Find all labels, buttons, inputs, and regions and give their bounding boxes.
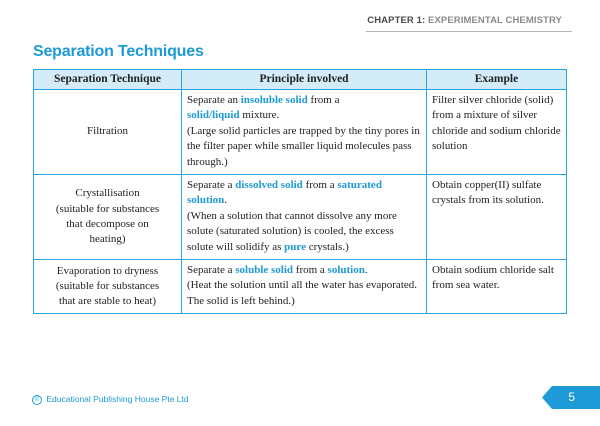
example-text: Obtain sodium chloride salt from sea water. bbox=[432, 264, 554, 292]
column-header-example: Example bbox=[427, 70, 567, 90]
principle-cell bbox=[182, 260, 427, 314]
table-row bbox=[34, 90, 567, 175]
keyword: insoluble solid bbox=[240, 94, 308, 106]
technique-name: Evaporation to dryness bbox=[56, 264, 159, 277]
principle-cell bbox=[182, 90, 427, 175]
chapter-title: EXPERIMENTAL CHEMISTRY bbox=[428, 15, 562, 26]
technique-cell bbox=[34, 90, 182, 175]
table-row bbox=[34, 260, 567, 314]
example-text: Filter silver chloride (solid) from a mixture of silver chloride and sodium chloride solution bbox=[432, 94, 561, 153]
technique-cell bbox=[34, 260, 182, 314]
technique-note: (suitable for substances bbox=[55, 202, 160, 215]
technique-note: (suitable for substances bbox=[55, 279, 160, 292]
keyword: dissolved solid bbox=[235, 179, 303, 192]
chapter-heading bbox=[367, 15, 562, 26]
keyword: pure bbox=[284, 240, 306, 253]
keyword: saturated solution bbox=[187, 179, 382, 207]
technique-note: that decompose on bbox=[66, 218, 149, 231]
copyright-icon: © bbox=[32, 395, 42, 405]
principle-text: . bbox=[224, 194, 228, 207]
principle-text: Separate a bbox=[187, 179, 236, 192]
principle-note: (Large solid particles are trapped by the tiny pores in the filter paper while smaller liquid molecules pass through.) bbox=[187, 124, 420, 168]
principle-text: . bbox=[364, 264, 368, 277]
example-cell bbox=[427, 260, 567, 314]
page-title: Separation Techniques bbox=[33, 43, 204, 60]
principle-text: from a bbox=[293, 264, 328, 277]
publisher-name: Educational Publishing House Pte Ltd bbox=[46, 394, 189, 404]
table-row bbox=[34, 175, 567, 260]
example-cell bbox=[427, 175, 567, 260]
separation-table bbox=[33, 69, 567, 314]
example-text: Obtain copper(II) sulfate crystals from its solution. bbox=[432, 179, 544, 207]
keyword: solution bbox=[327, 264, 365, 277]
keyword: solid/liquid bbox=[187, 109, 240, 122]
technique-note: that are stable to heat) bbox=[58, 295, 157, 308]
principle-text: Separate an bbox=[187, 94, 241, 106]
principle-note: (When a solution that cannot dissolve any more solute (saturated solution) is cooled, the excess solute will solidify as bbox=[187, 209, 397, 253]
technique-cell bbox=[34, 175, 182, 260]
principle-text: from a bbox=[307, 94, 340, 106]
example-cell bbox=[427, 90, 567, 175]
principle-text: mixture. bbox=[239, 109, 280, 122]
technique-name: Crystallisation bbox=[75, 187, 140, 200]
table-header-row bbox=[34, 70, 567, 90]
principle-note: (Heat the solution until all the water has evaporated. The solid is left behind.) bbox=[187, 279, 418, 307]
footer-copyright bbox=[32, 394, 189, 405]
principle-note: crystals.) bbox=[305, 240, 349, 253]
header-divider bbox=[366, 31, 572, 32]
column-header-principle: Principle involved bbox=[182, 70, 427, 90]
technique-note: heating) bbox=[89, 233, 126, 246]
principle-cell bbox=[182, 175, 427, 260]
page-number: 5 bbox=[568, 390, 575, 404]
principle-text: Separate a bbox=[187, 264, 236, 277]
column-header-technique: Separation Technique bbox=[34, 70, 182, 90]
technique-name: Filtration bbox=[87, 125, 128, 138]
keyword: soluble solid bbox=[235, 264, 294, 277]
chapter-label: CHAPTER 1: bbox=[367, 15, 426, 26]
principle-text: from a bbox=[302, 179, 338, 192]
